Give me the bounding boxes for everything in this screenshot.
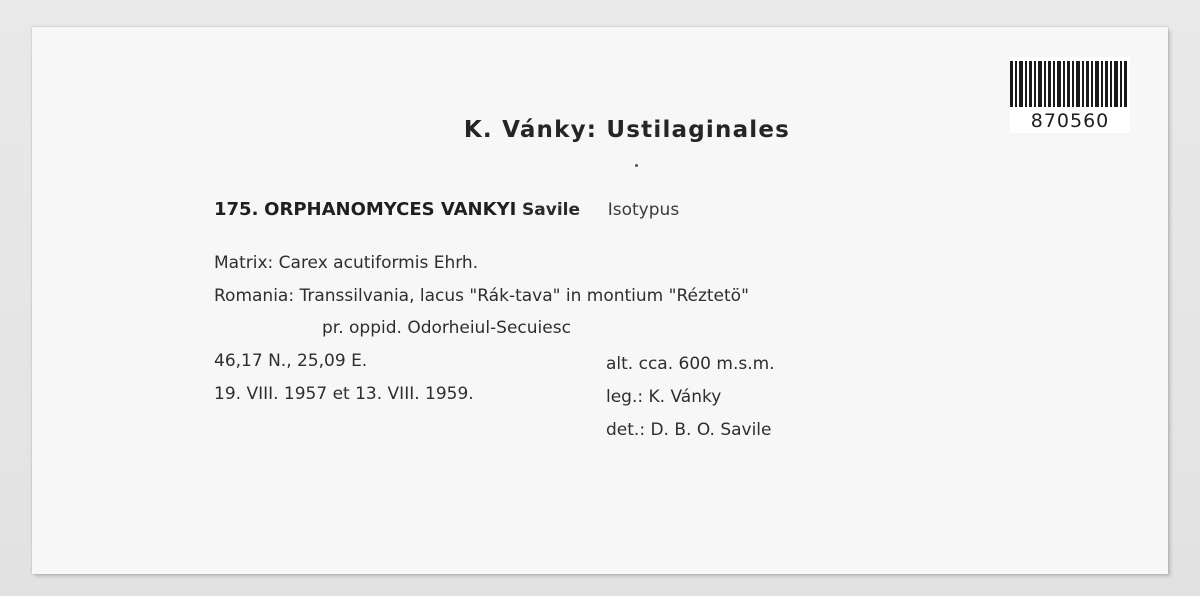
separator-dot	[635, 164, 638, 167]
coordinates-line: 46,17 N., 25,09 E.	[214, 351, 368, 371]
herbarium-label	[32, 27, 1168, 574]
dates-line: 19. VIII. 1957 et 13. VIII. 1959.	[214, 384, 474, 404]
series-title: K. Vánky: Ustilaginales	[463, 117, 791, 143]
locality-line-2: pr. oppid. Odorheiul-Secuiesc	[322, 318, 571, 338]
entry-number: 175.	[214, 199, 259, 220]
barcode-number: 870560	[1010, 109, 1130, 133]
altitude-line: alt. cca. 600 m.s.m.	[606, 354, 775, 374]
taxon-author: Savile	[522, 200, 581, 220]
collector-line: leg.: K. Vánky	[606, 387, 722, 407]
taxon-name: ORPHANOMYCES VANKYI	[264, 199, 517, 220]
locality-line-1: Romania: Transsilvania, lacus "Rák-tava" in montium "Réztetö"	[214, 286, 749, 306]
entry-heading	[214, 199, 679, 220]
matrix-line: Matrix: Carex acutiformis Ehrh.	[214, 253, 479, 273]
barcode-bars	[1010, 57, 1130, 109]
barcode	[1010, 57, 1130, 132]
determiner-line: det.: D. B. O. Savile	[606, 420, 772, 440]
type-status: Isotypus	[607, 200, 680, 220]
